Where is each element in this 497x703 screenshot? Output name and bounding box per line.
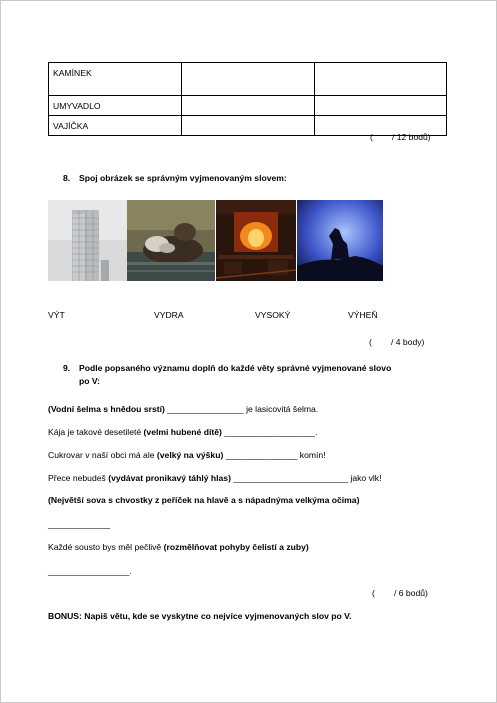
table-cell[interactable]	[315, 96, 447, 116]
table-cell: KAMÍNEK	[49, 63, 182, 96]
howling-wolf-photo	[297, 200, 383, 281]
table-row	[49, 96, 447, 116]
sentence-text: Přece nebudeš	[48, 473, 109, 483]
q9-text-line2: po V:	[79, 376, 101, 386]
furnace-photo	[216, 200, 296, 281]
word-option: VYSOKÝ	[255, 310, 291, 320]
sentence-3	[48, 450, 326, 461]
table-row	[49, 63, 447, 96]
sentence-text: .	[315, 427, 318, 437]
word-option: VYDRA	[154, 310, 184, 320]
table-cell: UMYVADLO	[49, 96, 182, 116]
sentence-text: je lasicovitá šelma.	[243, 404, 319, 414]
q9-text-line1: Podle popsaného významu doplň do každé věty správné vyjmenované slovo	[79, 363, 392, 373]
sentence-text: Kája je takové desetileté	[48, 427, 144, 437]
sentence-text: komín!	[297, 450, 326, 460]
bonus-text: Napiš větu, kde se vyskytne co nejvíce vyjmenovaných slov po V.	[81, 611, 352, 621]
bonus-label: BONUS:	[48, 611, 82, 621]
word-option: VÝT	[48, 310, 65, 320]
answer-blank[interactable]: ________________	[167, 404, 244, 414]
sentence-text: Cukrovar v naší obci má ale	[48, 450, 157, 460]
q8-text: Spoj obrázek se správným vyjmenovaným slovem:	[79, 173, 287, 183]
table-score: ( / 12 bodů)	[370, 132, 431, 142]
sentence-text: Každé sousto bys měl pečlivě	[48, 542, 164, 552]
table-cell[interactable]	[315, 63, 447, 96]
answer-blank[interactable]: _____________	[48, 519, 111, 529]
word-option: VÝHEŇ	[348, 310, 378, 320]
sentence-text: jako vlk!	[348, 473, 382, 483]
hint: (rozmělňovat pohyby čelistí a zuby)	[163, 542, 309, 552]
sentence-6	[48, 542, 309, 553]
answer-blank[interactable]: _______________	[223, 450, 298, 460]
table-cell[interactable]	[182, 63, 315, 96]
sentence-2	[48, 427, 317, 438]
table-cell: VAJÍČKA	[49, 116, 182, 136]
q8-score: ( / 4 body)	[369, 337, 425, 347]
word-table	[48, 62, 447, 136]
answer-blank[interactable]: ________________________	[230, 473, 349, 483]
sentence-5-hint: (Největší sova s chvostky z peříček na hlavě a s nápadnýma velkýma očima)	[48, 495, 360, 505]
q9-score: ( / 6 bodů)	[372, 588, 428, 598]
q9-number: 9.	[63, 363, 71, 373]
hint: (velmi hubené dítě)	[143, 427, 222, 437]
hint: (velký na výšku)	[156, 450, 224, 460]
hint: (vydávat pronikavý táhlý hlas)	[108, 473, 231, 483]
answer-blank[interactable]: ___________________	[221, 427, 316, 437]
hint: (Vodní šelma s hnědou srstí)	[48, 404, 165, 414]
q8-number: 8.	[63, 173, 71, 183]
table-cell[interactable]	[182, 116, 315, 136]
sentence-1	[48, 404, 318, 415]
sentence-4	[48, 473, 382, 484]
skyscraper-photo	[48, 200, 127, 281]
table-cell[interactable]	[182, 96, 315, 116]
bonus-task	[48, 611, 351, 622]
otter-photo	[127, 200, 215, 281]
answer-blank[interactable]: _________________.	[48, 566, 132, 576]
